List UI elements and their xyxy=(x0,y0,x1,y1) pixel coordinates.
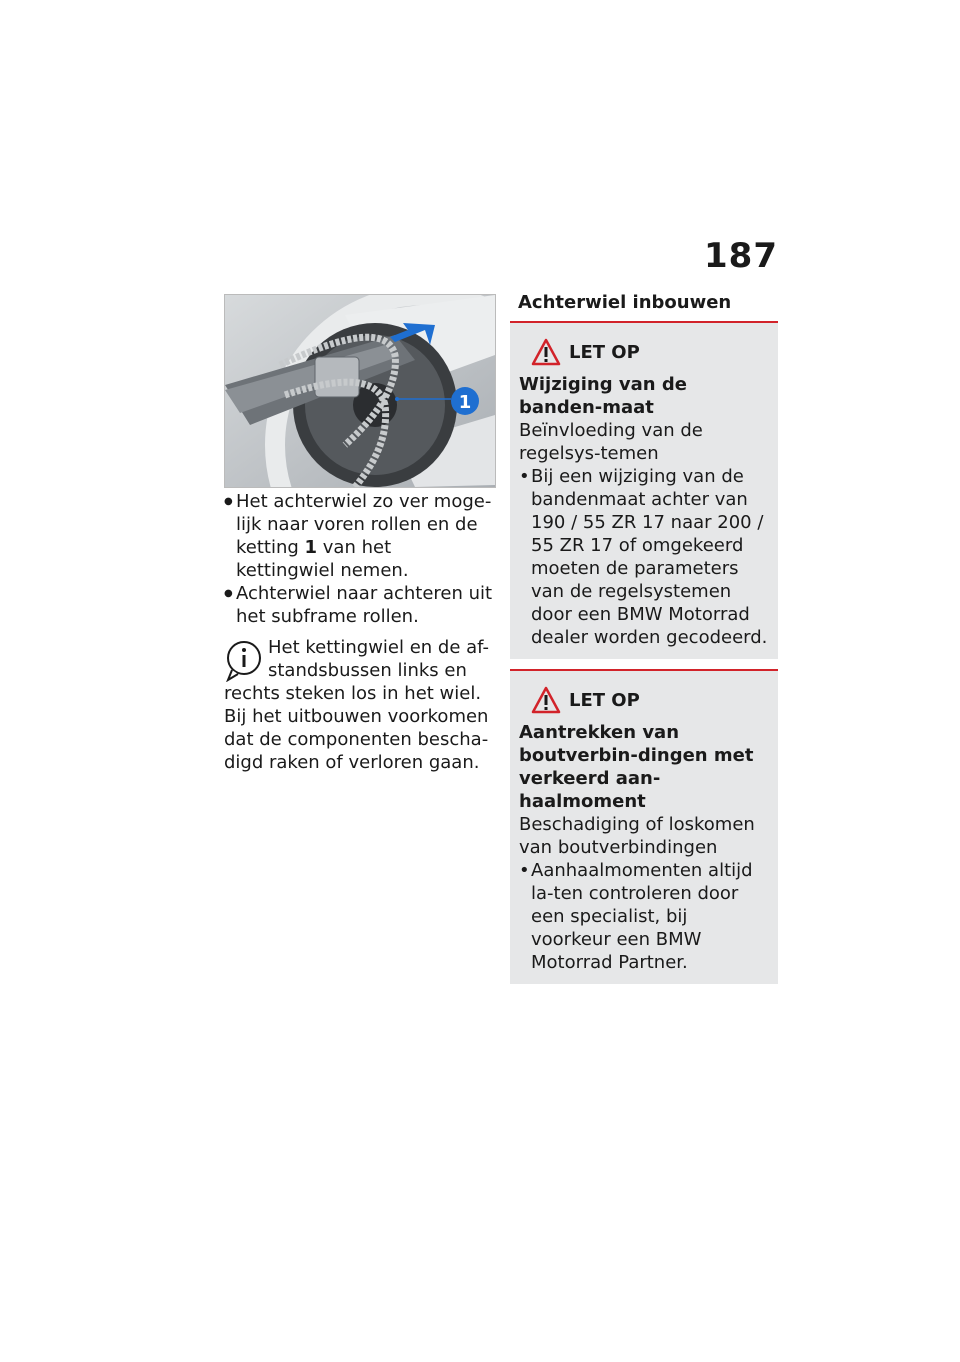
warning-box-2 xyxy=(510,669,778,984)
warning-box-1 xyxy=(510,323,778,659)
info-icon xyxy=(224,636,264,682)
section-title: Achterwiel inbouwen xyxy=(510,288,778,323)
step-1-text-end: van het kettingwiel nemen. xyxy=(236,537,409,581)
step-1-text: Het achterwiel zo ver moge-lijk naar voren rollen en de ketting xyxy=(236,491,492,558)
warning-header xyxy=(519,683,769,717)
rear-wheel-illustration xyxy=(225,295,495,487)
callout-number: 1 xyxy=(458,392,472,413)
warning-label: LET OP xyxy=(569,689,640,711)
right-column xyxy=(510,288,778,984)
warning-triangle-icon xyxy=(531,686,561,714)
warning-title: Wijziging van de banden-maat xyxy=(519,374,687,418)
warning-triangle-icon xyxy=(531,338,561,366)
info-note-text: Het kettingwiel en de af-standsbussen links en rechts steken los in het wiel. Bij het uitbouwen voorkomen dat de componenten bescha-digd raken of verloren gaan. xyxy=(224,637,490,773)
step-1 xyxy=(224,490,494,582)
info-note xyxy=(224,636,494,774)
step-2 xyxy=(224,582,494,628)
warning-title: Aantrekken van boutverbin-dingen met verkeerd aan-haalmoment xyxy=(519,722,754,812)
warning-header xyxy=(519,335,769,369)
warning-consequence: Beschadiging of loskomen van boutverbindingen xyxy=(519,814,755,858)
left-column xyxy=(224,490,494,774)
warning-action: • Aanhaalmomenten altijd la-ten controleren door een specialist, bij voorkeur een BMW Motorrad Partner. xyxy=(519,859,769,974)
warning-label: LET OP xyxy=(569,341,640,363)
rear-wheel-chain-photo xyxy=(224,294,496,488)
page-number: 187 xyxy=(704,236,778,276)
step-2-text: Achterwiel naar achteren uit het subframe rollen. xyxy=(236,583,493,627)
step-1-ref: 1 xyxy=(304,537,318,558)
warning-action: • Bij een wijziging van de bandenmaat achter van 190 / 55 ZR 17 naar 200 / 55 ZR 17 of omgekeerd moeten de parameters van de regelsystemen door een BMW Motorrad dealer worden gecodeerd. xyxy=(519,465,769,649)
warning-consequence: Beïnvloeding van de regelsys-temen xyxy=(519,420,703,464)
